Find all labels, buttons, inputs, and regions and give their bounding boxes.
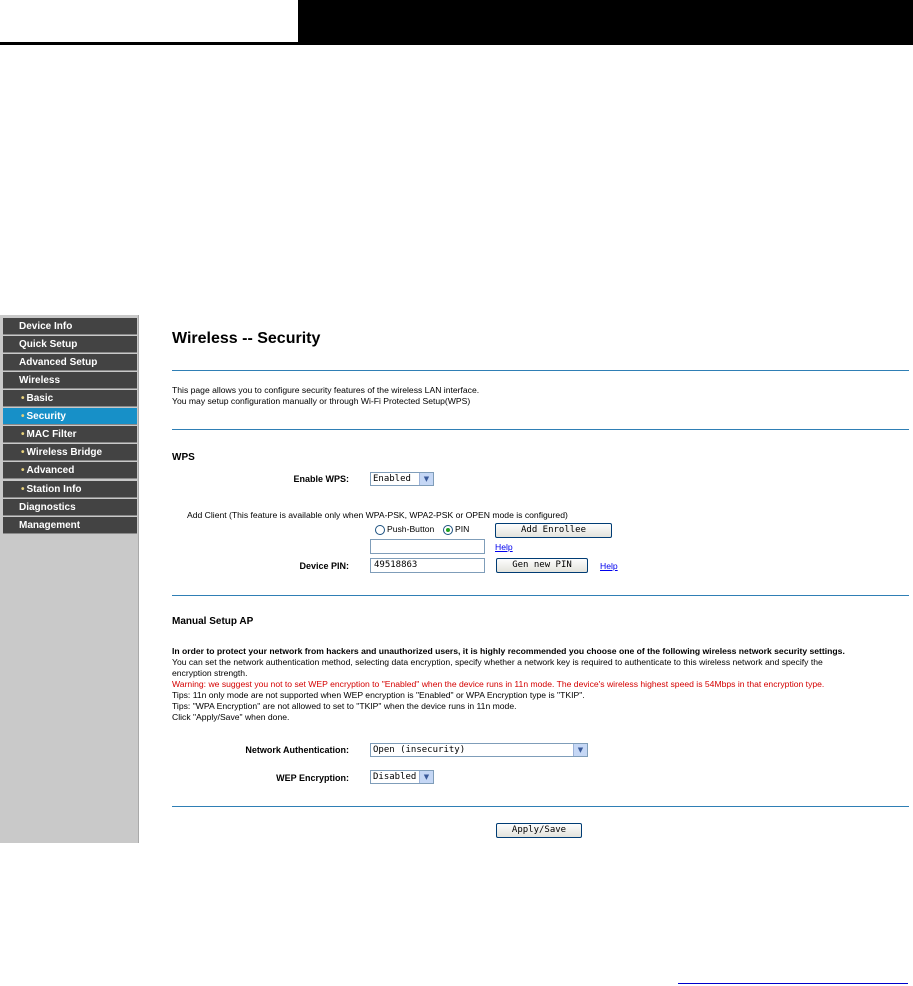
chevron-down-icon: ▼: [419, 771, 433, 783]
manual-setup-heading: Manual Setup AP: [172, 616, 254, 627]
nav-label: Wireless: [19, 375, 61, 386]
nav-advanced-setup[interactable]: [3, 354, 137, 371]
nav-label: Advanced Setup: [19, 357, 98, 368]
intro-text: This page allows you to configure security features of the wireless LAN interface.: [172, 385, 480, 395]
chevron-down-icon: ▼: [419, 473, 433, 485]
add-client-label: Add Client: [187, 510, 227, 520]
nav-label: Security: [26, 411, 66, 422]
bullet-icon: •: [21, 411, 25, 422]
security-recommendation: In order to protect your network from hackers and unauthorized users, it is highly recommended you choose one of the following wireless network security settings.: [172, 646, 845, 656]
wep-encryption-value: Disabled: [373, 772, 417, 782]
router-admin-screenshot: [0, 315, 910, 843]
page-title: Wireless -- Security: [172, 330, 321, 347]
pin-label: PIN: [455, 524, 470, 534]
gen-new-pin-button[interactable]: Gen new PIN: [496, 558, 588, 573]
nav-wireless-advanced[interactable]: [3, 462, 137, 479]
radio-push-button[interactable]: [375, 525, 385, 535]
divider: [172, 806, 909, 807]
document-header-rule: [0, 42, 913, 45]
nav-label: Basic: [26, 393, 54, 404]
nav-wireless-mac-filter[interactable]: [3, 426, 137, 443]
nav-device-info[interactable]: [3, 318, 137, 335]
sidebar: [0, 315, 139, 843]
nav-label: Diagnostics: [19, 502, 76, 513]
nav-management[interactable]: [3, 517, 137, 534]
push-button-label: Push-Button: [387, 524, 435, 534]
apply-save-button[interactable]: Apply/Save: [496, 823, 582, 838]
device-pin-label: Device PIN:: [299, 561, 349, 571]
nav-quick-setup[interactable]: [3, 336, 137, 353]
description-text: You can set the network authentication method, selecting data encryption, specify whether a network key is required to authenticate to this wireless network and specify the: [172, 657, 823, 667]
document-header-bar: [298, 0, 913, 42]
enrollee-pin-input[interactable]: [370, 539, 485, 554]
bullet-icon: •: [21, 465, 25, 476]
nav-wireless[interactable]: [3, 372, 137, 389]
nav-label: Device Info: [19, 321, 73, 332]
radio-pin[interactable]: [443, 525, 453, 535]
intro-text: You may setup configuration manually or through Wi-Fi Protected Setup(WPS): [172, 396, 471, 406]
main-content: [139, 315, 910, 843]
nav-label: Advanced: [26, 465, 75, 476]
divider: [172, 429, 909, 430]
divider: [172, 595, 909, 596]
add-client-text: [187, 510, 568, 521]
description-text: encryption strength.: [172, 668, 248, 678]
nav-wireless-basic[interactable]: [3, 390, 137, 407]
add-client-note: (This feature is available only when WPA-PSK, WPA2-PSK or OPEN mode is configured): [226, 510, 568, 520]
network-auth-value: Open (insecurity): [373, 745, 466, 755]
divider: [172, 370, 909, 371]
document-footer-link-underline: [678, 983, 908, 984]
chevron-down-icon: ▼: [573, 744, 587, 756]
enable-wps-select[interactable]: [370, 472, 434, 486]
nav-label: Station Info: [26, 484, 82, 495]
nav-label: Wireless Bridge: [26, 447, 103, 458]
wep-encryption-label: WEP Encryption:: [276, 773, 349, 783]
nav-wireless-station-info[interactable]: [3, 481, 137, 498]
nav-label: Management: [19, 520, 81, 531]
tip-text: Tips: "WPA Encryption" are not allowed to set to "TKIP" when the device runs in 11n mode.: [172, 701, 517, 711]
nav-wireless-security[interactable]: [3, 408, 137, 425]
nav-label: MAC Filter: [26, 429, 77, 440]
bullet-icon: •: [21, 429, 25, 440]
help-link[interactable]: Help: [600, 561, 618, 571]
network-auth-select[interactable]: [370, 743, 588, 757]
network-auth-label: Network Authentication:: [245, 745, 349, 755]
nav-label: Quick Setup: [19, 339, 78, 350]
nav-diagnostics[interactable]: [3, 499, 137, 516]
instruction-text: Click "Apply/Save" when done.: [172, 712, 290, 722]
bullet-icon: •: [21, 447, 25, 458]
wps-heading: WPS: [172, 452, 195, 463]
wep-encryption-select[interactable]: [370, 770, 434, 784]
enable-wps-value: Enabled: [373, 474, 411, 484]
nav-wireless-bridge[interactable]: [3, 444, 137, 461]
bullet-icon: •: [21, 393, 25, 404]
enable-wps-label: Enable WPS:: [293, 474, 349, 484]
help-link[interactable]: Help: [495, 542, 513, 552]
warning-text: Warning: we suggest you not to set WEP encryption to "Enabled" when the device runs in 11n mode. The device's wireless highest speed is 54Mbps in that encryption type.: [172, 679, 825, 689]
bullet-icon: •: [21, 484, 25, 495]
tip-text: Tips: 11n only mode are not supported when WEP encryption is "Enabled" or WPA Encryption type is "TKIP".: [172, 690, 585, 700]
device-pin-input[interactable]: 49518863: [370, 558, 485, 573]
add-enrollee-button[interactable]: Add Enrollee: [495, 523, 612, 538]
